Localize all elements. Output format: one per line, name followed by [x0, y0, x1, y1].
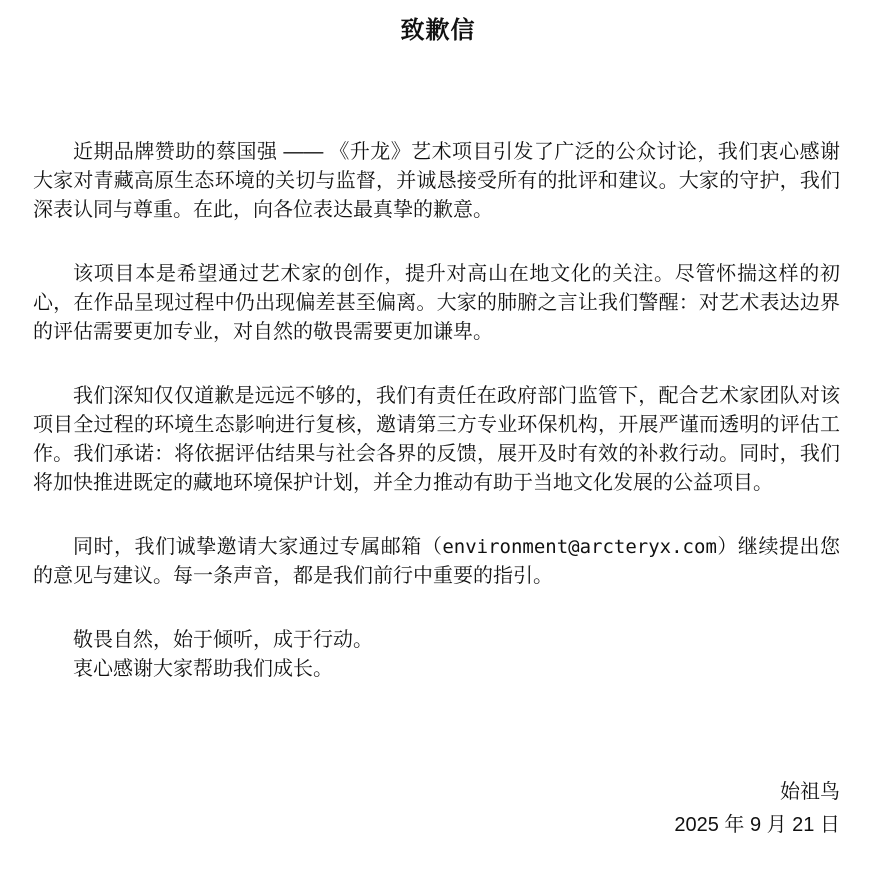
paragraph-project-intent: 该项目本是希望通过艺术家的创作，提升对高山在地文化的关注。尽管怀揣这样的初心，在作品呈现过程中仍出现偏差甚至偏离。大家的肺腑之言让我们警醒：对艺术表达边界的评估需要更加专业，对自然的敬畏需要更加谦卑。	[33, 263, 840, 343]
paragraph-contact-invitation	[33, 533, 840, 591]
closing-line-thanks: 衷心感谢大家帮助我们成长。	[73, 658, 333, 680]
email-address: environment@arcteryx.com	[442, 536, 717, 558]
paragraph-remediation-commitment: 我们深知仅仅道歉是远远不够的，我们有责任在政府部门监管下，配合艺术家团队对该项目全过程的环境生态影响进行复核，邀请第三方专业环保机构，开展严谨而透明的评估工作。我们承诺：将依据评估结果与社会各界的反馈，展开及时有效的补救行动。同时，我们将加快推进既定的藏地环境保护计划，并全力推动有助于当地文化发展的公益项目。	[33, 385, 840, 494]
letter-title: 致歉信	[400, 17, 476, 44]
signature-block	[33, 776, 840, 842]
contact-text-after-email: ）继续提出您的意见与建议。每一条声音，都是我们前行中重要的指引。	[33, 536, 841, 587]
letter-body	[33, 138, 840, 842]
contact-text-before-email: 同时，我们诚挚邀请大家通过专属邮箱（	[73, 536, 443, 558]
signature-name: 始祖鸟	[780, 781, 840, 803]
signature-date: 2025 年 9 月 21 日	[674, 814, 840, 836]
paragraph-intro-apology: 近期品牌赞助的蔡国强 —— 《升龙》艺术项目引发了广泛的公众讨论，我们衷心感谢大家对青藏高原生态环境的关切与监督，并诚恳接受所有的批评和建议。大家的守护，我们深表认同与尊重。在此，向各位表达最真挚的歉意。	[33, 141, 840, 221]
closing-line-motto: 敬畏自然，始于倾听，成于行动。	[73, 629, 373, 651]
